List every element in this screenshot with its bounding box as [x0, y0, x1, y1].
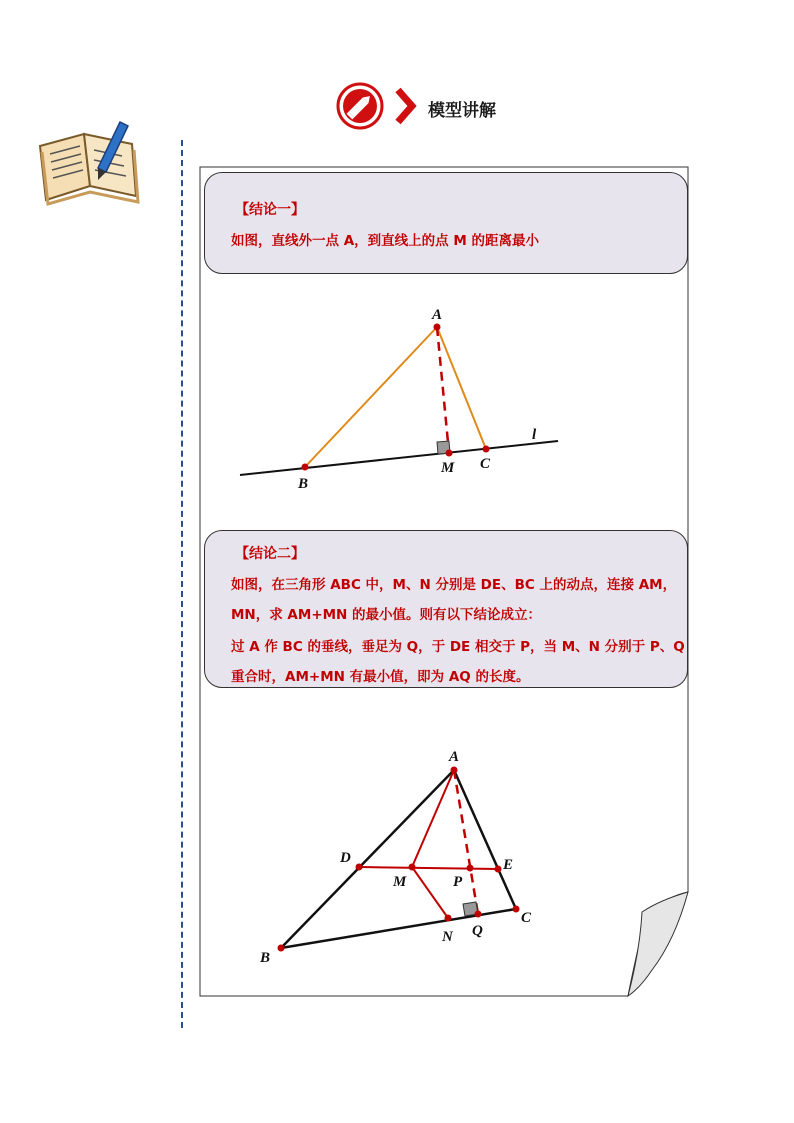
label-p: P [453, 874, 463, 890]
conclusion-2-line-1: 如图，在三角形 ABC 中，M、N 分别是 DE、BC 上的动点，连接 AM， [231, 577, 677, 593]
label-c: C [480, 456, 491, 472]
point-a2 [451, 767, 458, 774]
point-m2 [409, 864, 416, 871]
conclusion-1-text: 如图，直线外一点 A，到直线上的点 M 的距离最小 [231, 233, 539, 249]
point-p [467, 865, 474, 872]
perpendicular-aq [454, 770, 478, 914]
label-a2: A [449, 749, 460, 765]
label-n: N [442, 929, 453, 945]
conclusion-2-line-4: 重合时，AM+MN 有最小值，即为 AQ 的长度。 [231, 669, 530, 685]
conclusion-2-title: 【结论二】 [235, 546, 305, 562]
conclusion-1-title: 【结论一】 [235, 202, 305, 218]
conclusion-2-line-3: 过 A 作 BC 的垂线，垂足为 Q，于 DE 相交于 P，当 M、N 分别于 P、Q [231, 639, 685, 655]
label-l: l [532, 427, 537, 443]
label-m: M [441, 460, 455, 476]
label-d: D [340, 850, 351, 866]
point-e [495, 866, 502, 873]
point-q [475, 911, 482, 918]
label-m2: M [393, 874, 407, 890]
label-b: B [298, 476, 309, 492]
label-e: E [503, 857, 514, 873]
point-d [356, 864, 363, 871]
label-c2: C [521, 910, 532, 926]
segment-mn [412, 867, 448, 918]
label-q: Q [472, 923, 483, 939]
point-n [445, 915, 452, 922]
segment-de [359, 867, 498, 869]
conclusion-2-line-2: MN，求 AM+MN 的最小值。则有以下结论成立： [231, 607, 542, 623]
point-c2 [513, 906, 520, 913]
side-ab [281, 770, 454, 948]
label-b2: B [260, 950, 271, 966]
label-a: A [432, 307, 443, 323]
point-b2 [278, 945, 285, 952]
segment-am [412, 770, 454, 867]
section-title: 模型讲解 [428, 101, 496, 121]
side-ac [454, 770, 516, 909]
